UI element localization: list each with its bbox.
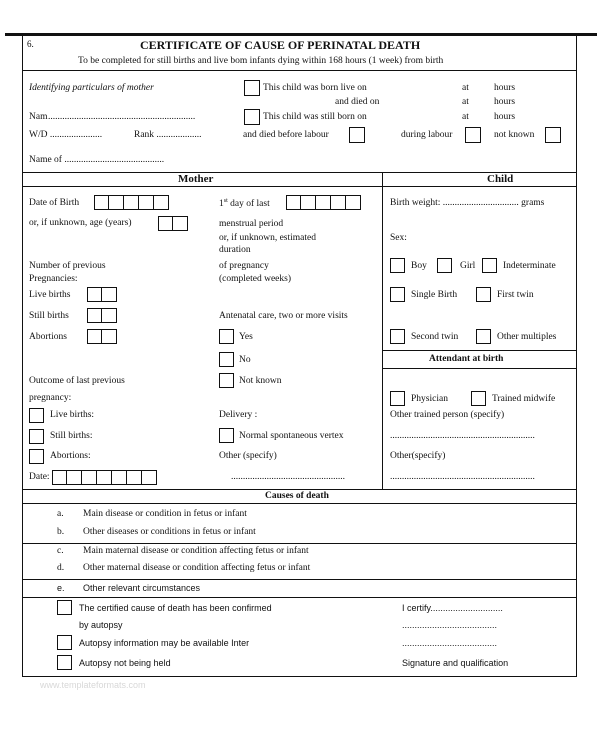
child-heading: Child — [487, 173, 514, 185]
rule — [22, 489, 577, 490]
cause-e-letter: e. — [57, 583, 65, 593]
outcome-live-checkbox[interactable] — [29, 408, 44, 423]
single-birth-checkbox[interactable] — [390, 287, 405, 302]
died-before-labour-checkbox[interactable] — [349, 127, 365, 143]
died-on-label: and died on — [335, 97, 380, 107]
form-number: 6. — [27, 39, 34, 49]
girl-label: Girl — [460, 261, 476, 271]
identifying-particulars-label: Identifying particulars of mother — [29, 83, 154, 93]
attendant-heading: Attendant at birth — [429, 354, 504, 364]
live-births-boxes[interactable] — [87, 287, 117, 302]
num-prev-label: Number of previous — [29, 261, 106, 271]
outcome-still-label: Still births: — [50, 431, 93, 441]
born-live-checkbox[interactable] — [244, 80, 260, 96]
still-born-label: This child was still born on — [263, 112, 367, 122]
antenatal-label: Antenatal care, two or more visits — [219, 311, 348, 321]
single-birth-label: Single Birth — [411, 290, 458, 300]
physician-checkbox[interactable] — [390, 391, 405, 406]
of-pregnancy-label: of pregnancy — [219, 261, 269, 271]
wd-field[interactable]: W/D ...................... — [29, 130, 103, 140]
age-boxes[interactable] — [158, 216, 188, 231]
antenatal-no-checkbox[interactable] — [219, 352, 234, 367]
watermark: www.templateformats.com — [40, 680, 146, 690]
live-births-label: Live births — [29, 290, 71, 300]
pregnancy-label: pregnancy: — [29, 393, 72, 403]
confirmed-label: The certified cause of death has been confirmed — [79, 603, 272, 613]
other-specify-field[interactable]: ................................................ — [231, 472, 345, 482]
not-known-label: not known — [494, 130, 535, 140]
normal-vertex-checkbox[interactable] — [219, 428, 234, 443]
frame-right — [576, 36, 577, 676]
still-births-label: Still births — [29, 311, 69, 321]
first-day-boxes[interactable] — [286, 195, 361, 210]
trained-midwife-label: Trained midwife — [492, 394, 556, 404]
other-trained-field[interactable]: ............................................................. — [390, 431, 535, 441]
still-born-checkbox[interactable] — [244, 109, 260, 125]
rule — [22, 597, 577, 598]
antenatal-not-known-label: Not known — [239, 376, 282, 386]
cause-d-letter: d. — [57, 563, 65, 573]
other-multiples-checkbox[interactable] — [476, 329, 491, 344]
rank-field[interactable]: Rank ................... — [134, 130, 202, 140]
name-of-field[interactable]: Name of .......................................... — [29, 155, 165, 165]
top-rule — [5, 33, 597, 36]
died-before-label: and died before labour — [243, 130, 329, 140]
outcome-abortion-checkbox[interactable] — [29, 449, 44, 464]
autopsy-not-held-label: Autopsy not being held — [79, 658, 171, 668]
hours-label: hours — [494, 83, 516, 93]
birth-weight-field[interactable]: Birth weight: ................................ grams — [390, 198, 545, 208]
cause-b-text[interactable]: Other diseases or conditions in fetus or infant — [83, 527, 256, 537]
age-label: or, if unknown, age (years) — [29, 218, 132, 228]
indeterminate-checkbox[interactable] — [482, 258, 497, 273]
outcome-label: Outcome of last previous — [29, 376, 125, 386]
autopsy-info-checkbox[interactable] — [57, 635, 72, 650]
during-labour-checkbox[interactable] — [465, 127, 481, 143]
trained-midwife-checkbox[interactable] — [471, 391, 486, 406]
abortions-boxes[interactable] — [87, 329, 117, 344]
cause-e-text[interactable]: Other relevant circumstances — [83, 583, 201, 593]
frame-bottom — [22, 676, 577, 677]
boy-label: Boy — [411, 261, 427, 271]
antenatal-yes-label: Yes — [239, 332, 253, 342]
still-births-boxes[interactable] — [87, 308, 117, 323]
by-autopsy-label: by autopsy — [79, 620, 123, 630]
cause-a-letter: a. — [57, 509, 64, 519]
during-labour-label: during labour — [401, 130, 453, 140]
cause-d-text[interactable]: Other maternal disease or condition affecting fetus or infant — [83, 563, 311, 573]
other-specify-label: Other (specify) — [219, 451, 277, 461]
rule — [382, 350, 577, 351]
column-divider — [382, 172, 383, 489]
signature-label: Signature and qualification — [402, 658, 509, 668]
second-twin-label: Second twin — [411, 332, 459, 342]
mother-heading: Mother — [178, 173, 214, 185]
dob-boxes[interactable] — [94, 195, 169, 210]
at-label: at — [462, 112, 469, 122]
causes-heading: Causes of death — [265, 491, 329, 501]
other-specify-child-label: Other(specify) — [390, 451, 446, 461]
rule — [22, 503, 577, 504]
completed-weeks-label: (completed weeks) — [219, 274, 292, 284]
not-known-checkbox[interactable] — [545, 127, 561, 143]
outcome-still-checkbox[interactable] — [29, 429, 44, 444]
other-trained-label: Other trained person (specify) — [390, 410, 505, 420]
at-label: at — [462, 83, 469, 93]
first-twin-label: First twin — [497, 290, 534, 300]
name-field[interactable]: .............................................................. — [48, 112, 196, 122]
menstrual-label: menstrual period — [219, 219, 284, 229]
second-twin-checkbox[interactable] — [390, 329, 405, 344]
antenatal-not-known-checkbox[interactable] — [219, 373, 234, 388]
other-specify-child-field[interactable]: ............................................................. — [390, 472, 535, 482]
date-label: Date: — [29, 472, 50, 482]
cause-b-letter: b. — [57, 527, 65, 537]
autopsy-not-held-checkbox[interactable] — [57, 655, 72, 670]
outcome-abortion-label: Abortions: — [50, 451, 91, 461]
rule — [22, 186, 577, 187]
form-title: CERTIFICATE OF CAUSE OF PERINATAL DEATH — [140, 38, 421, 52]
boy-checkbox[interactable] — [390, 258, 405, 273]
other-multiples-label: Other multiples — [497, 332, 557, 342]
rule — [22, 70, 577, 71]
indeterminate-label: Indeterminate — [503, 261, 556, 271]
first-twin-checkbox[interactable] — [476, 287, 491, 302]
outcome-live-label: Live births: — [50, 410, 95, 420]
rule — [22, 543, 577, 544]
antenatal-yes-checkbox[interactable] — [219, 329, 234, 344]
certify-line-3[interactable]: ...................................... — [402, 638, 498, 648]
first-day-label: 1st day of last — [219, 198, 270, 210]
date-boxes[interactable] — [52, 470, 157, 485]
certify-line-2[interactable]: ...................................... — [402, 620, 498, 630]
sex-label: Sex: — [390, 233, 407, 243]
antenatal-no-label: No — [239, 355, 251, 365]
cause-a-text[interactable]: Main disease or condition in fetus or infant — [83, 509, 247, 519]
cause-c-text[interactable]: Main maternal disease or condition affecting fetus or infant — [83, 546, 309, 556]
name-label: Nam — [29, 112, 48, 122]
normal-vertex-label: Normal spontaneous vertex — [239, 431, 344, 441]
dob-label: Date of Birth — [29, 198, 80, 208]
pregnancies-label: Pregnancies: — [29, 274, 78, 284]
duration-label: duration — [219, 245, 251, 255]
at-label: at — [462, 97, 469, 107]
confirmed-autopsy-checkbox[interactable] — [57, 600, 72, 615]
rule — [382, 368, 577, 369]
frame-left — [22, 36, 23, 676]
hours-label: hours — [494, 97, 516, 107]
certify-field[interactable]: I certify............................. — [402, 603, 503, 613]
abortions-label: Abortions — [29, 332, 67, 342]
cause-c-letter: c. — [57, 546, 64, 556]
physician-label: Physician — [411, 394, 448, 404]
born-live-label: This child was born live on — [263, 83, 367, 93]
rule — [22, 579, 577, 580]
form-subtitle: To be completed for still births and live bom infants dying within 168 hours (1 week) from birth — [78, 56, 444, 66]
or-unknown-label: or, if unknown, estimated — [219, 233, 316, 243]
delivery-label: Delivery : — [219, 410, 258, 420]
girl-checkbox[interactable] — [437, 258, 452, 273]
hours-label: hours — [494, 112, 516, 122]
autopsy-info-label: Autopsy information may be available Inter — [79, 638, 250, 648]
